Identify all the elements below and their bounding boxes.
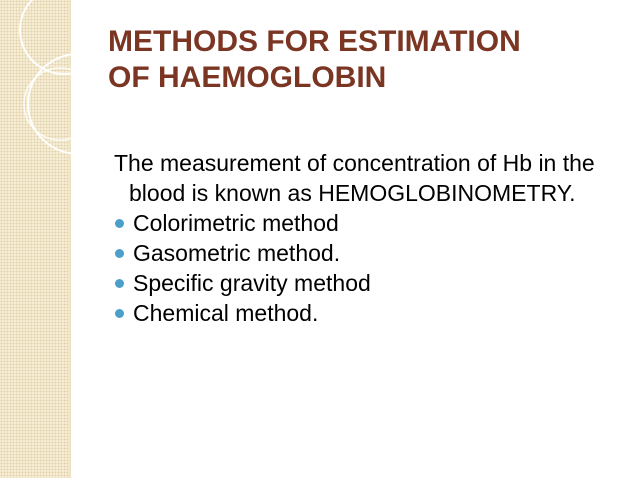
list-item [114, 208, 614, 238]
bullet-label: Specific gravity method [133, 270, 371, 296]
bullet-icon [115, 219, 124, 228]
bullet-icon [115, 249, 124, 258]
slide-title [108, 24, 521, 96]
title-line-2: OF HAEMOGLOBIN [108, 61, 387, 94]
list-item [114, 268, 614, 298]
title-line-1: METHODS FOR ESTIMATION [108, 25, 521, 58]
bullet-label: Chemical method. [133, 300, 319, 326]
list-item [114, 298, 614, 328]
bullet-label: Colorimetric method [133, 210, 339, 236]
bullet-icon [115, 309, 124, 318]
intro-paragraph: The measurement of concentration of Hb in the blood is known as HEMOGLOBINOMETRY. [114, 150, 595, 206]
list-item [114, 238, 614, 268]
bullet-label: Gasometric method. [133, 240, 341, 266]
bullet-icon [115, 279, 124, 288]
slide-body [114, 148, 614, 328]
bullet-list [114, 208, 614, 328]
